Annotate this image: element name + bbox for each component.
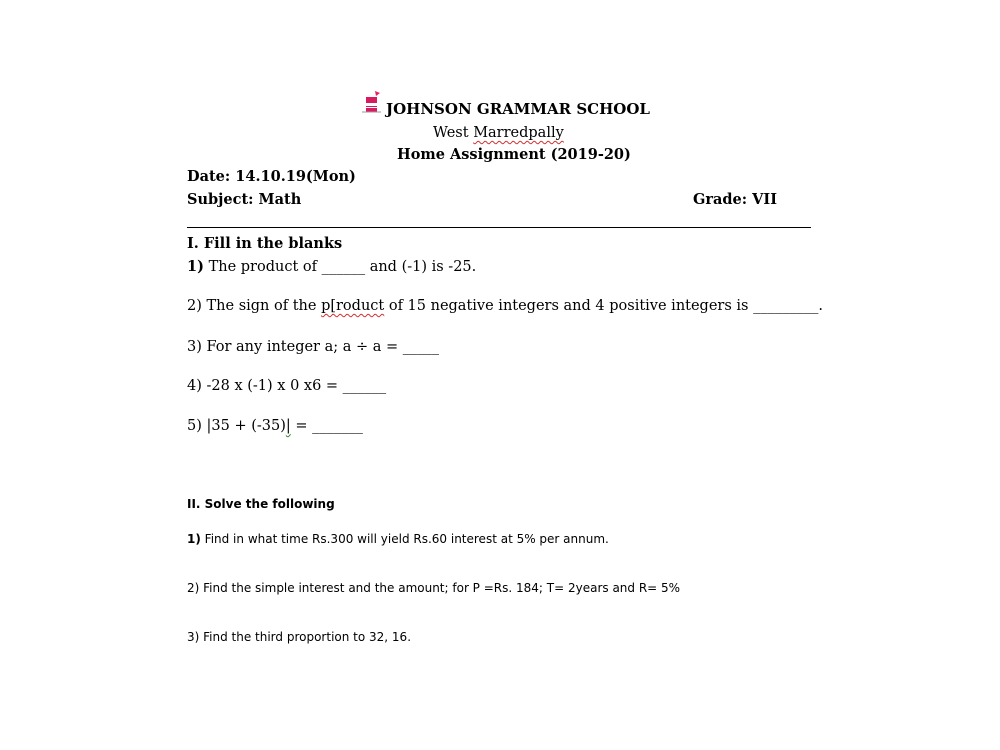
grammar-marked-bar: | bbox=[285, 418, 291, 434]
school-location bbox=[433, 125, 564, 141]
absolute-value-expression: |35 + (-35) bbox=[206, 418, 286, 434]
location-word: West bbox=[433, 125, 474, 141]
question-number: 1) bbox=[187, 258, 204, 275]
subject-line: Subject: Math bbox=[187, 191, 302, 208]
question-text: The product of ______ and (-1) is -25. bbox=[208, 259, 477, 275]
section1-heading: I. Fill in the blanks bbox=[187, 235, 343, 252]
location-text bbox=[433, 125, 564, 141]
question-number: 1) bbox=[187, 532, 201, 546]
question-text: Find in what time Rs.300 will yield Rs.60 interest at 5% per annum. bbox=[200, 532, 609, 546]
question-number: 5) bbox=[187, 418, 207, 434]
school-logo-icon bbox=[361, 90, 383, 116]
question-text-start: 2) The sign of the bbox=[187, 298, 322, 314]
question-text-end: of 15 negative integers and 4 positive integers is _________. bbox=[384, 298, 823, 314]
spellcheck-marked-word: Marredpally bbox=[473, 125, 564, 141]
section1-question-3: 3) For any integer a; a ÷ a = _____ bbox=[187, 339, 440, 355]
date-line: Date: 14.10.19(Mon) bbox=[187, 168, 356, 185]
section2-question-1 bbox=[187, 532, 609, 546]
header-divider bbox=[187, 227, 811, 228]
section2-question-2: 2) Find the simple interest and the amount; for P =Rs. 184; T= 2years and R= 5% bbox=[187, 581, 681, 595]
assignment-title: Home Assignment (2019-20) bbox=[397, 146, 631, 163]
section2-heading: II. Solve the following bbox=[187, 497, 335, 511]
grade-line: Grade: VII bbox=[693, 191, 777, 208]
spellcheck-marked-word: p[roduct bbox=[321, 298, 385, 314]
section1-question-5 bbox=[187, 418, 363, 434]
section2-question-3: 3) Find the third proportion to 32, 16. bbox=[187, 630, 412, 644]
section1-question-4: 4) -28 x (-1) x 0 x6 = ______ bbox=[187, 378, 387, 394]
question-blank: = _______ bbox=[290, 418, 363, 434]
section1-question-2 bbox=[187, 298, 823, 314]
school-name: JOHNSON GRAMMAR SCHOOL bbox=[386, 100, 650, 118]
section1-question-1 bbox=[187, 258, 476, 275]
